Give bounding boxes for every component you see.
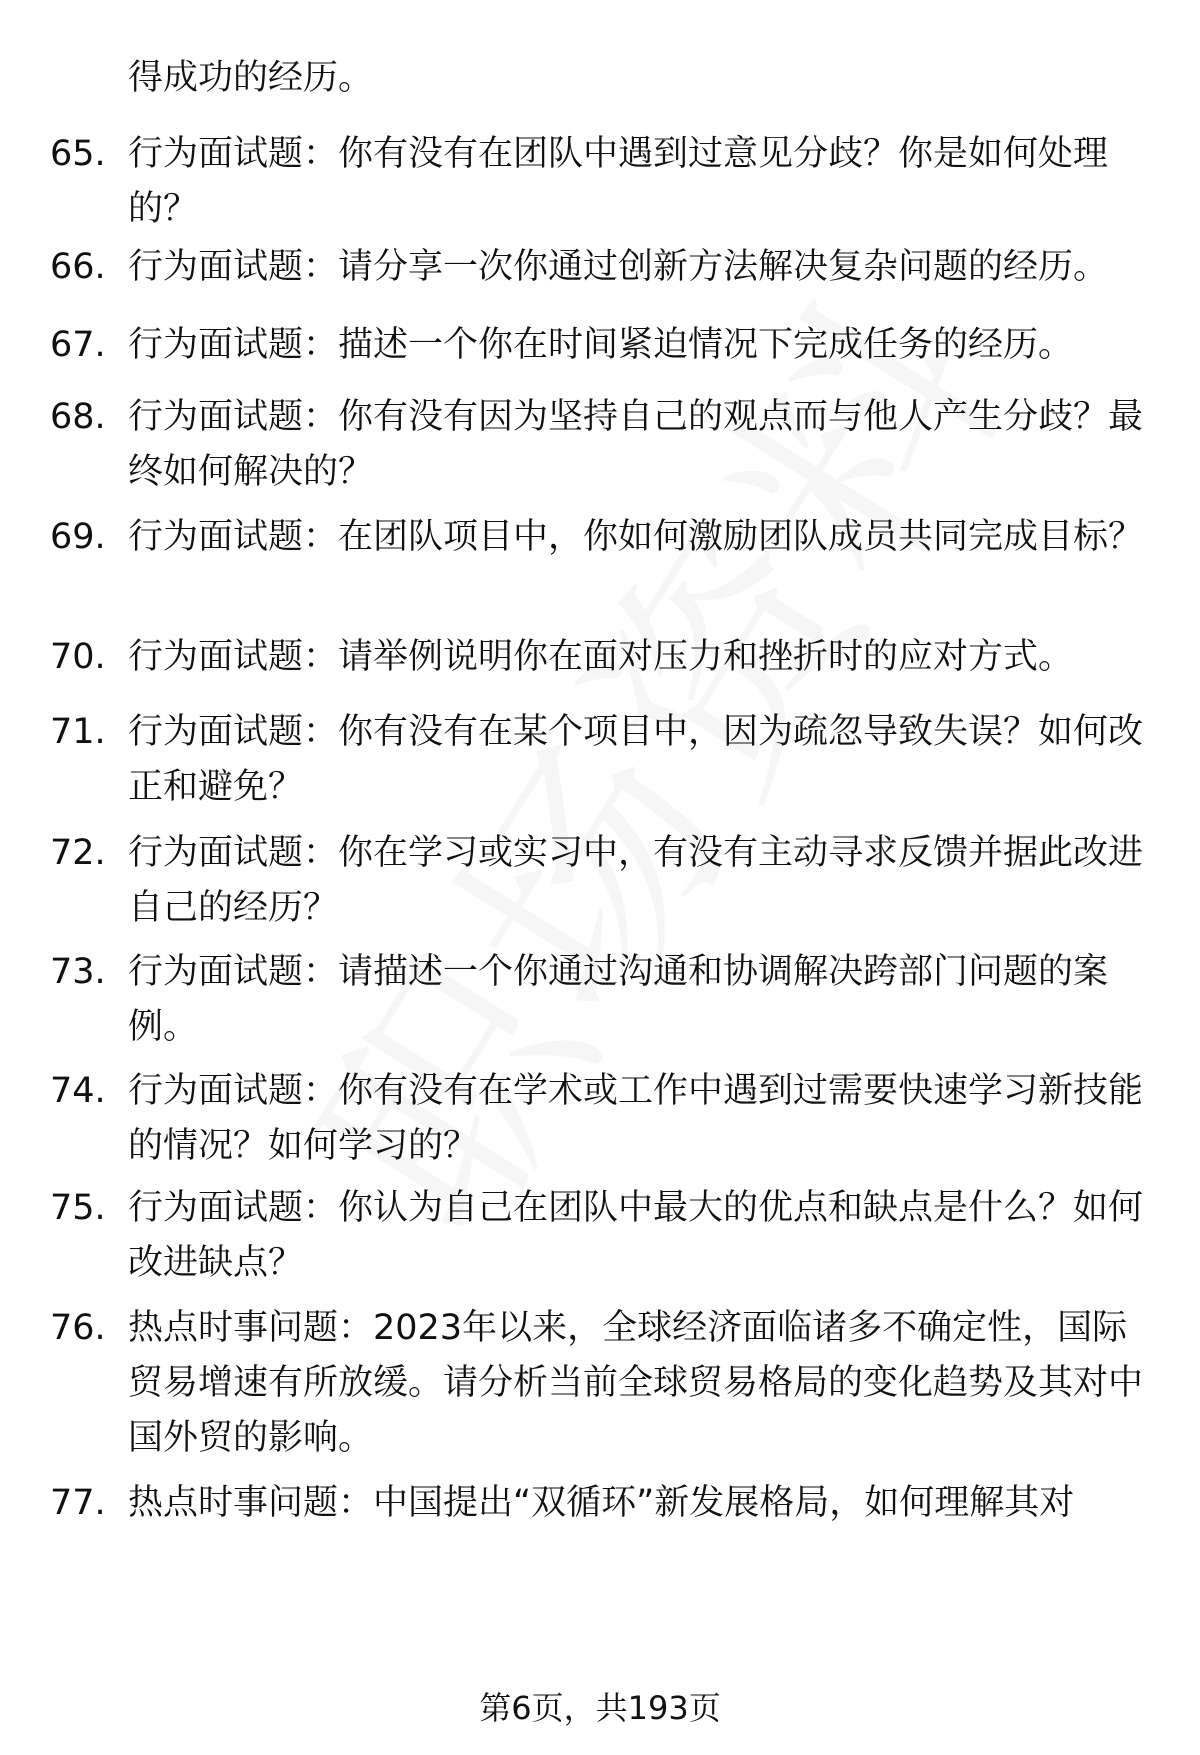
question-number: 74. bbox=[50, 1071, 106, 1111]
question-text: 热点时事问题：2023年以来，全球经济面临诸多不确定性，国际贸易增速有所放缓。请分析当前全球贸易格局的变化趋势及其对中国外贸的影响。 bbox=[128, 1308, 1144, 1458]
page-footer: 第6页，共193页 bbox=[479, 1689, 721, 1727]
question-number: 72. bbox=[50, 833, 106, 873]
question-66 bbox=[50, 240, 1150, 295]
question-text: 行为面试题：你在学习或实习中，有没有主动寻求反馈并据此改进自己的经历？ bbox=[128, 833, 1144, 928]
question-75 bbox=[50, 1181, 1150, 1291]
question-number: 73. bbox=[50, 952, 106, 992]
question-text: 行为面试题：你有没有在学术或工作中遇到过需要快速学习新技能的情况？如何学习的？ bbox=[128, 1071, 1144, 1166]
question-number: 75. bbox=[50, 1188, 106, 1228]
question-number: 66. bbox=[50, 247, 106, 287]
question-74 bbox=[50, 1064, 1150, 1174]
question-73 bbox=[50, 945, 1150, 1055]
question-text: 行为面试题：在团队项目中，你如何激励团队成员共同完成目标？ bbox=[128, 517, 1144, 557]
question-72 bbox=[50, 826, 1150, 936]
question-68 bbox=[50, 390, 1150, 500]
question-text: 行为面试题：描述一个你在时间紧迫情况下完成任务的经历。 bbox=[128, 325, 1074, 365]
question-text: 行为面试题：请分享一次你通过创新方法解决复杂问题的经历。 bbox=[128, 247, 1109, 287]
question-76 bbox=[50, 1301, 1150, 1466]
question-70 bbox=[50, 630, 1150, 685]
question-text: 热点时事问题：中国提出“双循环”新发展格局，如何理解其对 bbox=[128, 1483, 1075, 1523]
question-65 bbox=[50, 127, 1150, 237]
question-67 bbox=[50, 318, 1150, 373]
question-text: 行为面试题：你有没有在某个项目中，因为疏忽导致失误？如何改正和避免？ bbox=[128, 712, 1144, 807]
question-text: 行为面试题：请描述一个你通过沟通和协调解决跨部门问题的案例。 bbox=[128, 952, 1109, 1047]
question-number: 68. bbox=[50, 397, 106, 437]
question-number: 71. bbox=[50, 712, 106, 752]
question-number: 69. bbox=[50, 517, 106, 557]
question-text: 行为面试题：请举例说明你在面对压力和挫折时的应对方式。 bbox=[128, 637, 1074, 677]
question-number: 67. bbox=[50, 325, 106, 365]
continued-text: 得成功的经历。 bbox=[128, 58, 374, 98]
question-text: 行为面试题：你认为自己在团队中最大的优点和缺点是什么？如何改进缺点？ bbox=[128, 1188, 1144, 1283]
question-number: 65. bbox=[50, 134, 106, 174]
question-number: 70. bbox=[50, 637, 106, 677]
question-71 bbox=[50, 705, 1150, 815]
question-number: 77. bbox=[50, 1483, 106, 1523]
question-text: 行为面试题：你有没有因为坚持自己的观点而与他人产生分歧？最终如何解决的？ bbox=[128, 397, 1144, 492]
question-77 bbox=[50, 1476, 1150, 1531]
question-number: 76. bbox=[50, 1308, 106, 1348]
question-69 bbox=[50, 510, 1150, 565]
question-text: 行为面试题：你有没有在团队中遇到过意见分歧？你是如何处理的？ bbox=[128, 134, 1109, 229]
